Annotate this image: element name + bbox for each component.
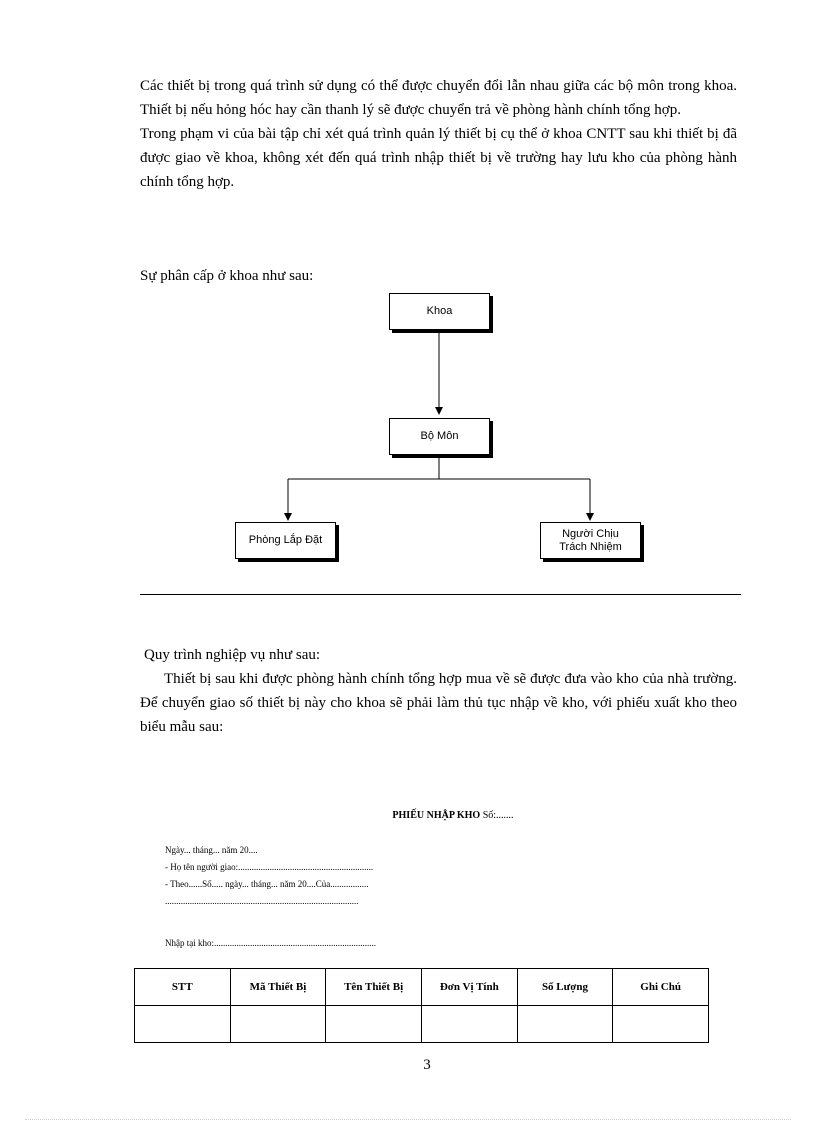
- page-number: 3: [423, 1057, 431, 1073]
- node-phong-lap-dat: Phòng Lắp Đặt: [235, 522, 336, 559]
- node-nguoi-line-2: Trách Nhiệm: [559, 540, 622, 553]
- form-reference-line: - Theo......Số..... ngày... tháng... năm 20....Của.................: [165, 879, 369, 889]
- col-so-luong: Số Lượng: [517, 969, 613, 1006]
- col-ma-thiet-bi: Mã Thiết Bị: [230, 969, 326, 1006]
- form-date-line: Ngày... tháng... năm 20....: [165, 845, 258, 855]
- page-bottom-dotted-border: [25, 1119, 791, 1120]
- intro-paragraph-2: Trong phạm vi của bài tập chỉ xét quá trình quản lý thiết bị cụ thể ở khoa CNTT sau khi thiết bị đã được giao về khoa, không xét đến quá trình nhập thiết bị về trường hay lưu kho của phòng hành chính tổng hợp.: [140, 126, 737, 190]
- intro-paragraph-1: Các thiết bị trong quá trình sử dụng có thể được chuyển đổi lẫn nhau giữa các bộ môn trong khoa. Thiết bị nếu hỏng hóc hay cần thanh lý sẽ được chuyển trả về phòng hành chính tổng hợp.: [140, 78, 737, 118]
- items-table: [134, 968, 709, 1043]
- process-heading: Quy trình nghiệp vụ như sau:: [144, 647, 321, 663]
- node-khoa: Khoa: [389, 293, 490, 330]
- table-cell: [613, 1006, 709, 1043]
- form-warehouse-line: Nhập tại kho:........................................................................: [165, 938, 376, 948]
- col-stt: STT: [135, 969, 231, 1006]
- table-cell: [230, 1006, 326, 1043]
- table-row: [135, 1006, 709, 1043]
- process-body: Thiết bị sau khi được phòng hành chính tổng hợp mua về sẽ được đưa vào kho của nhà trường. Để chuyển giao số thiết bị này cho khoa sẽ phải làm thủ tục nhập về kho, với phiếu xuất kho theo biểu mẫu sau:: [140, 671, 737, 735]
- node-bo-mon: Bộ Môn: [389, 418, 490, 455]
- form-fields: [165, 842, 373, 910]
- table-cell: [326, 1006, 422, 1043]
- table-cell: [517, 1006, 613, 1043]
- hierarchy-label: Sự phân cấp ở khoa như sau:: [140, 268, 314, 284]
- form-deliverer-line: - Họ tên người giao:............................................................: [165, 862, 374, 872]
- table-cell: [135, 1006, 231, 1043]
- col-don-vi-tinh: Đơn Vị Tính: [421, 969, 517, 1006]
- form-number: Số:.......: [482, 810, 514, 821]
- table-header-row: [135, 969, 709, 1006]
- node-nguoi-chiu-trach-nhiem: [540, 522, 641, 559]
- col-ten-thiet-bi: Tên Thiết Bị: [326, 969, 422, 1006]
- process-section: [140, 643, 737, 739]
- form-title-text: PHIẾU NHẬP KHO: [392, 810, 481, 821]
- table-cell: [421, 1006, 517, 1043]
- node-nguoi-line-1: Người Chịu: [562, 527, 619, 540]
- section-divider: [140, 594, 741, 595]
- col-ghi-chu: Ghi Chú: [613, 969, 709, 1006]
- form-title: [0, 810, 816, 821]
- form-dotted-line: ......................................................................................: [165, 896, 359, 906]
